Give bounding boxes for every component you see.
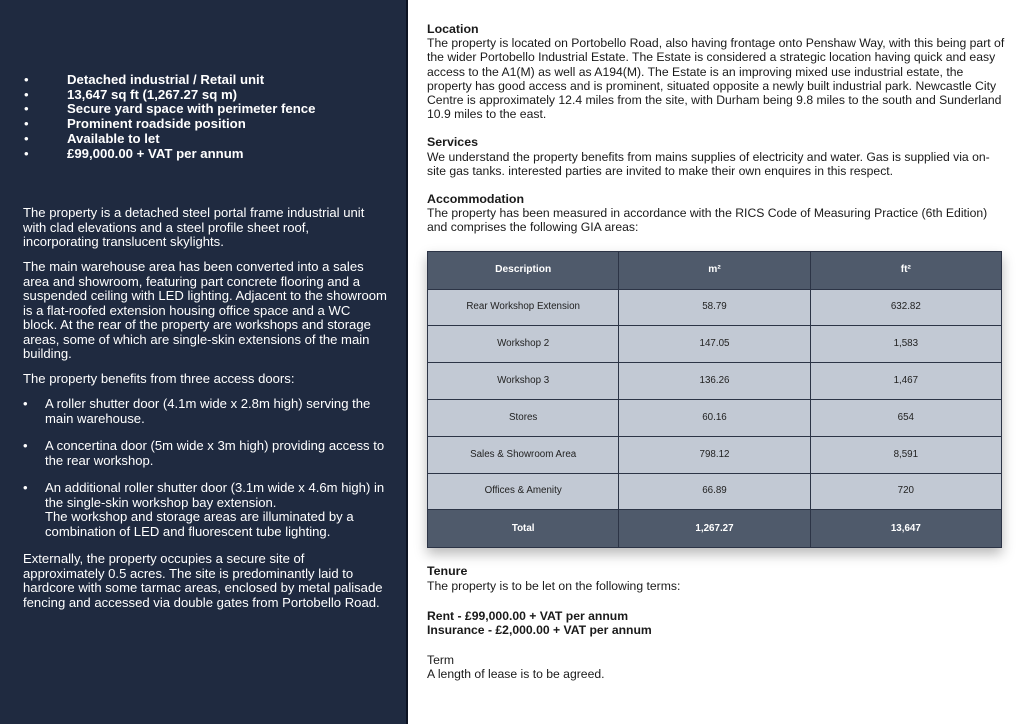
property-description <box>23 206 388 621</box>
highlight-item: • Secure yard space with perimeter fence <box>24 102 315 117</box>
column-header: Description <box>428 251 619 289</box>
table-cell: Stores <box>428 400 619 437</box>
access-doors-list <box>23 397 388 539</box>
table-cell: Sales & Showroom Area <box>428 436 619 473</box>
lease-terms <box>427 609 1007 637</box>
table-row <box>428 289 1002 326</box>
door-item <box>23 481 388 539</box>
table-cell: 147.05 <box>619 326 810 363</box>
table-total-row <box>428 510 1002 548</box>
left-panel <box>0 0 408 724</box>
table-cell: 720 <box>810 473 1001 510</box>
table-cell: Rear Workshop Extension <box>428 289 619 326</box>
table-cell: 58.79 <box>619 289 810 326</box>
accommodation-table <box>427 251 1002 549</box>
services-heading: Services <box>427 135 478 150</box>
description-paragraph: Externally, the property occupies a secure site of approximately 0.5 acres. The site is predominantly laid to hardcore with some tarmac areas, enclosed by metal palisade fencing and accessed via double gates from Portobello Road. <box>23 551 383 610</box>
accommodation-text: The property has been measured in accordance with the RICS Code of Measuring Practice (6th Edition) and comprises the following GIA areas: <box>427 206 988 235</box>
highlight-item: • £99,000.00 + VAT per annum <box>24 147 315 162</box>
highlight-item: • Detached industrial / Retail unit <box>24 73 315 88</box>
table-row <box>428 436 1002 473</box>
total-cell: 13,647 <box>810 510 1001 548</box>
tenure-text: The property is to be let on the following terms: <box>427 578 681 593</box>
table-row <box>428 326 1002 363</box>
table-cell: Workshop 3 <box>428 363 619 400</box>
table-header-row <box>428 251 1002 289</box>
rent-term: Rent - £99,000.00 + VAT per annum <box>427 608 629 623</box>
door-text: A concertina door (5m wide x 3m high) providing access to the rear workshop. <box>45 438 385 468</box>
description-paragraph: The property is a detached steel portal frame industrial unit with clad elevations and a steel profile sheet roof, incorporating translucent skylights. <box>23 205 365 249</box>
table-row <box>428 473 1002 510</box>
highlight-item: • 13,647 sq ft (1,267.27 sq m) <box>24 88 315 103</box>
term-heading: Term <box>427 653 455 668</box>
description-paragraph: The main warehouse area has been converted into a sales area and showroom, featuring part concrete flooring and a suspended ceiling with LED lighting. Adjacent to the showroom is a flat-roofed extension housing office space and a WC block. At the rear of the property are workshops and storage areas, some of which are single-skin extensions of the main building. <box>23 259 387 361</box>
total-cell: Total <box>428 510 619 548</box>
door-text: A roller shutter door (4.1m wide x 2.8m high) serving the main warehouse. <box>45 396 371 426</box>
table-row <box>428 400 1002 437</box>
door-item <box>23 439 388 468</box>
door-text: An additional roller shutter door (3.1m wide x 4.6m high) in the single-skin workshop bay extension. <box>45 480 385 510</box>
column-header: m² <box>619 251 810 289</box>
door-item <box>23 397 388 426</box>
table-cell: Workshop 2 <box>428 326 619 363</box>
accommodation-heading: Accommodation <box>427 192 525 207</box>
highlight-item: • Available to let <box>24 132 315 147</box>
table-cell: 632.82 <box>810 289 1001 326</box>
term-text: A length of lease is to be agreed. <box>427 667 605 682</box>
table-row <box>428 363 1002 400</box>
location-heading: Location <box>427 22 479 36</box>
lighting-text: The workshop and storage areas are illuminated by a combination of LED and fluorescent tube lighting. <box>45 509 354 539</box>
table-cell: 66.89 <box>619 473 810 510</box>
table-cell: 136.26 <box>619 363 810 400</box>
table-cell: 654 <box>810 400 1001 437</box>
tenure-heading: Tenure <box>427 564 468 579</box>
table-cell: Offices & Amenity <box>428 473 619 510</box>
total-cell: 1,267.27 <box>619 510 810 548</box>
column-header: ft² <box>810 251 1001 289</box>
right-panel <box>427 22 1007 682</box>
table-cell: 1,583 <box>810 326 1001 363</box>
table-cell: 1,467 <box>810 363 1001 400</box>
highlights-list <box>24 73 315 161</box>
table-cell: 798.12 <box>619 436 810 473</box>
location-text: The property is located on Portobello Road, also having frontage onto Penshaw Way, with this being part of the wider Portobello Industrial Estate. The Estate is considered a strategic location having quick and easy access to the A1(M) as well as A194(M). The Estate is an improving mixed use industrial estate, the property has good access and is prominent, situated opposite a newly built industrial park. Newcastle City Centre is approximately 12.4 miles from the site, with Durham being 9.8 miles to the south and Sunderland 10.9 miles to the east. <box>427 36 1005 122</box>
table-cell: 8,591 <box>810 436 1001 473</box>
highlight-item: • Prominent roadside position <box>24 117 315 132</box>
services-text: We understand the property benefits from mains supplies of electricity and water. Gas is supplied via on-site gas tanks. interested parties are invited to make their own enquires in this respect. <box>427 149 990 178</box>
table-cell: 60.16 <box>619 400 810 437</box>
insurance-term: Insurance - £2,000.00 + VAT per annum <box>427 623 652 638</box>
description-paragraph: The property benefits from three access doors: <box>23 371 295 386</box>
